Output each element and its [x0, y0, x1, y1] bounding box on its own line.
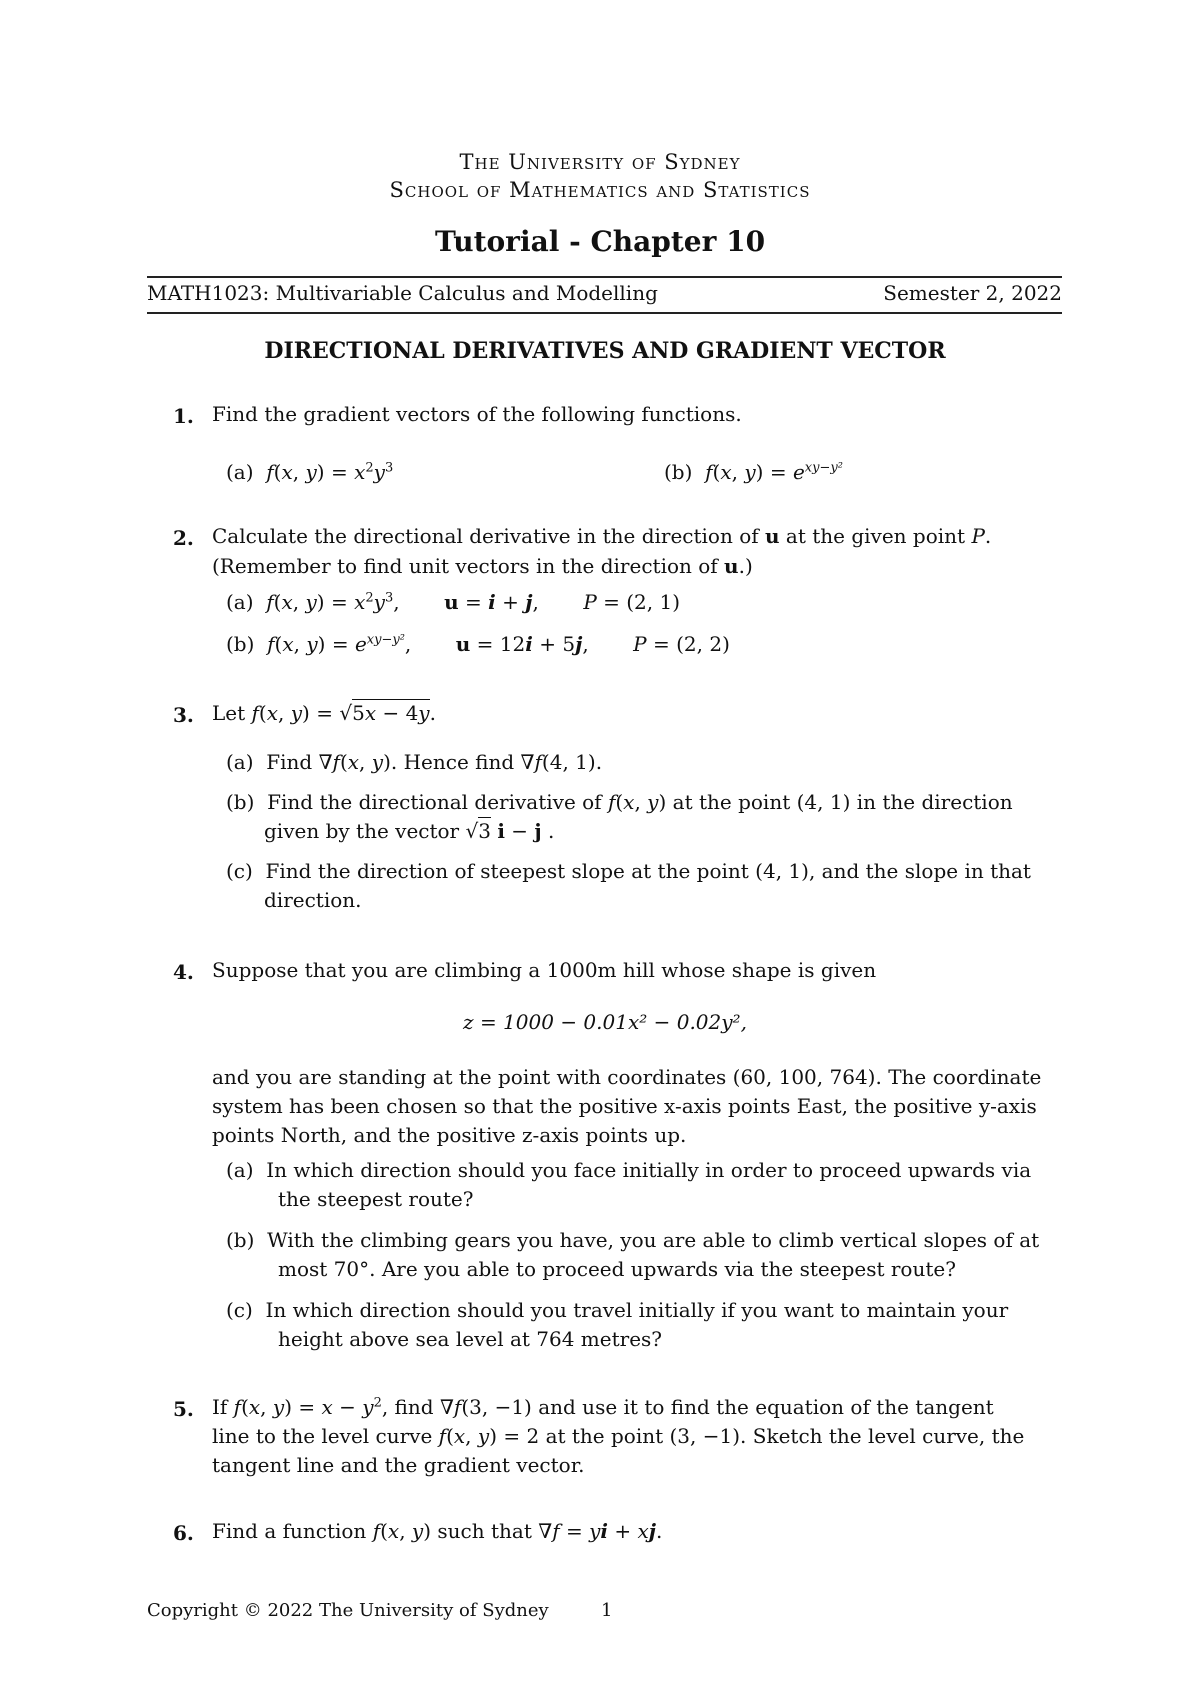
question-5-line1: If f(x, $y) = x - y^2$, find ∇f(3, −1) and use it to find the equation of the tangent	[212, 1395, 994, 1419]
question-2-line2: (Remember to find unit vectors in the direction of u.)	[212, 554, 753, 578]
question-4a-line1: (a) In which direction should you face initially in order to proceed upwards via	[226, 1158, 1032, 1182]
question-4-para-line1: and you are standing at the point with coordinates (60, 100, 764). The coordinate	[212, 1065, 1042, 1089]
section-title: DIRECTIONAL DERIVATIVES AND GRADIENT VECTOR	[264, 338, 946, 364]
university-name: The University of Sydney	[459, 150, 741, 174]
question-1-text: Find the gradient vectors of the following functions.	[212, 402, 742, 426]
question-2b: (b) f(x, $y) = e^{xy-y^2}$, u = 12i + 5j, P = (2, 2)	[226, 632, 730, 656]
question-3c-line1: (c) Find the direction of steepest slope at the point (4, 1), and the slope in that	[226, 859, 1031, 883]
question-2-line1: Calculate the directional derivative in the direction of u at the given point P.	[212, 524, 992, 548]
semester: Semester 2, 2022	[883, 281, 1062, 305]
question-5-line2: line to the level curve f(x, y) = 2 at the point (3, −1). Sketch the level curve, the	[212, 1424, 1025, 1448]
course-name: MATH1023: Multivariable Calculus and Modelling	[147, 281, 658, 305]
question-3b-line2: given by the vector √3 i − j .	[264, 819, 555, 843]
question-3b-line1: (b) Find the directional derivative of f(x, y) at the point (4, 1) in the direction	[226, 790, 1013, 814]
top-rule	[147, 276, 1062, 278]
question-2a: (a) f(x, $y) = x^2y^3$, u = i + j, P = (2, 1)	[226, 590, 681, 614]
copyright: Copyright © 2022 The University of Sydney	[147, 1600, 549, 1621]
question-1-number: 1.	[173, 404, 194, 428]
question-1b: (b) f(x, $y) = e^{xy-y^2}$	[664, 460, 843, 484]
question-4a-line2: the steepest route?	[278, 1187, 474, 1211]
question-4-number: 4.	[173, 960, 194, 984]
bottom-rule	[147, 312, 1062, 314]
question-4c-line2: height above sea level at 764 metres?	[278, 1327, 663, 1351]
question-5-number: 5.	[173, 1397, 194, 1421]
question-6-text: Find a function f(x, y) such that ∇f = yi + xj.	[212, 1519, 663, 1543]
question-3-intro: Let f(x, y) = √5x − 4y.	[212, 701, 436, 725]
question-4-intro: Suppose that you are climbing a 1000m hill whose shape is given	[212, 958, 877, 982]
school-name: School of Mathematics and Statistics	[389, 178, 811, 202]
question-4-para-line3: points North, and the positive z-axis points up.	[212, 1123, 687, 1147]
page-number: 1	[601, 1600, 613, 1621]
question-1a: (a) f(x, $y) = x^2y^3$	[226, 460, 394, 484]
question-4b-line2: most 70°. Are you able to proceed upwards via the steepest route?	[278, 1257, 956, 1281]
question-4c-line1: (c) In which direction should you travel initially if you want to maintain your	[226, 1298, 1009, 1322]
page-title: Tutorial - Chapter 10	[434, 225, 766, 258]
question-6-number: 6.	[173, 1521, 194, 1545]
question-3a: (a) Find ∇f(x, y). Hence find ∇f(4, 1).	[226, 750, 603, 774]
question-5-line3: tangent line and the gradient vector.	[212, 1453, 585, 1477]
question-2-number: 2.	[173, 526, 194, 550]
question-3-number: 3.	[173, 703, 194, 727]
question-4-equation: z = 1000 − 0.01x² − 0.02y²,	[463, 1010, 747, 1034]
course-row	[147, 281, 1062, 305]
question-4b-line1: (b) With the climbing gears you have, you are able to climb vertical slopes of at	[226, 1228, 1040, 1252]
question-4-para-line2: system has been chosen so that the positive x-axis points East, the positive y-axis	[212, 1094, 1037, 1118]
question-3c-line2: direction.	[264, 888, 362, 912]
